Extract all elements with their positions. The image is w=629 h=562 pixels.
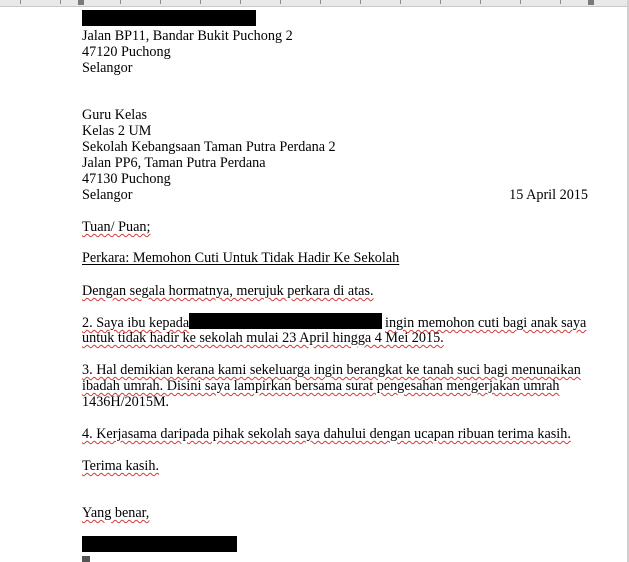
redacted-signature-name <box>82 536 237 552</box>
cut-off-text-fragment <box>82 556 90 562</box>
redacted-child-name <box>189 313 382 329</box>
horizontal-ruler[interactable] <box>0 0 629 7</box>
para2-line1-start: 2. Saya ibu kepada <box>82 315 190 331</box>
redacted-sender-name <box>82 10 256 26</box>
para3-line3: 1436H/2015M. <box>82 394 170 410</box>
right-indent-marker[interactable] <box>588 0 594 5</box>
sender-address-line3: Selangor <box>82 60 133 76</box>
letter-date: 15 April 2015 <box>509 187 588 203</box>
sender-address-line2: 47120 Puchong <box>82 44 171 60</box>
closing-line: Terima kasih. <box>82 458 160 474</box>
recipient-line4: Jalan PP6, Taman Putra Perdana <box>82 155 266 171</box>
recipient-line2: Kelas 2 UM <box>82 123 152 139</box>
sender-address-line1: Jalan BP11, Bandar Bukit Puchong 2 <box>82 28 293 44</box>
para3-line2: ibadah umrah. Disini saya lampirkan bersama surat pengesahan mengerjakan umrah <box>82 378 560 394</box>
recipient-line1: Guru Kelas <box>82 107 148 123</box>
signoff-line: Yang benar, <box>82 505 150 521</box>
left-indent-marker[interactable] <box>78 0 84 5</box>
recipient-line6: Selangor <box>82 187 133 203</box>
para4: 4. Kerjasama daripada pihak sekolah saya dahului dengan ucapan ribuan terima kasih. <box>82 426 571 442</box>
recipient-line5: 47130 Puchong <box>82 171 171 187</box>
para2-line1-end: ingin memohon cuti bagi anak saya <box>385 315 587 331</box>
opening-line: Dengan segala hormatnya, merujuk perkara di atas. <box>82 283 374 299</box>
salutation: Tuan/ Puan; <box>82 219 151 235</box>
para3-line1: 3. Hal demikian kerana kami sekeluarga ingin berangkat ke tanah suci bagi menunaikan <box>82 362 581 378</box>
para2-line2: untuk tidak hadir ke sekolah mulai 23 April hingga 4 Mei 2015. <box>82 330 444 346</box>
subject-line: Perkara: Memohon Cuti Untuk Tidak Hadir Ke Sekolah <box>82 250 400 266</box>
recipient-line3: Sekolah Kebangsaan Taman Putra Perdana 2 <box>82 139 336 155</box>
